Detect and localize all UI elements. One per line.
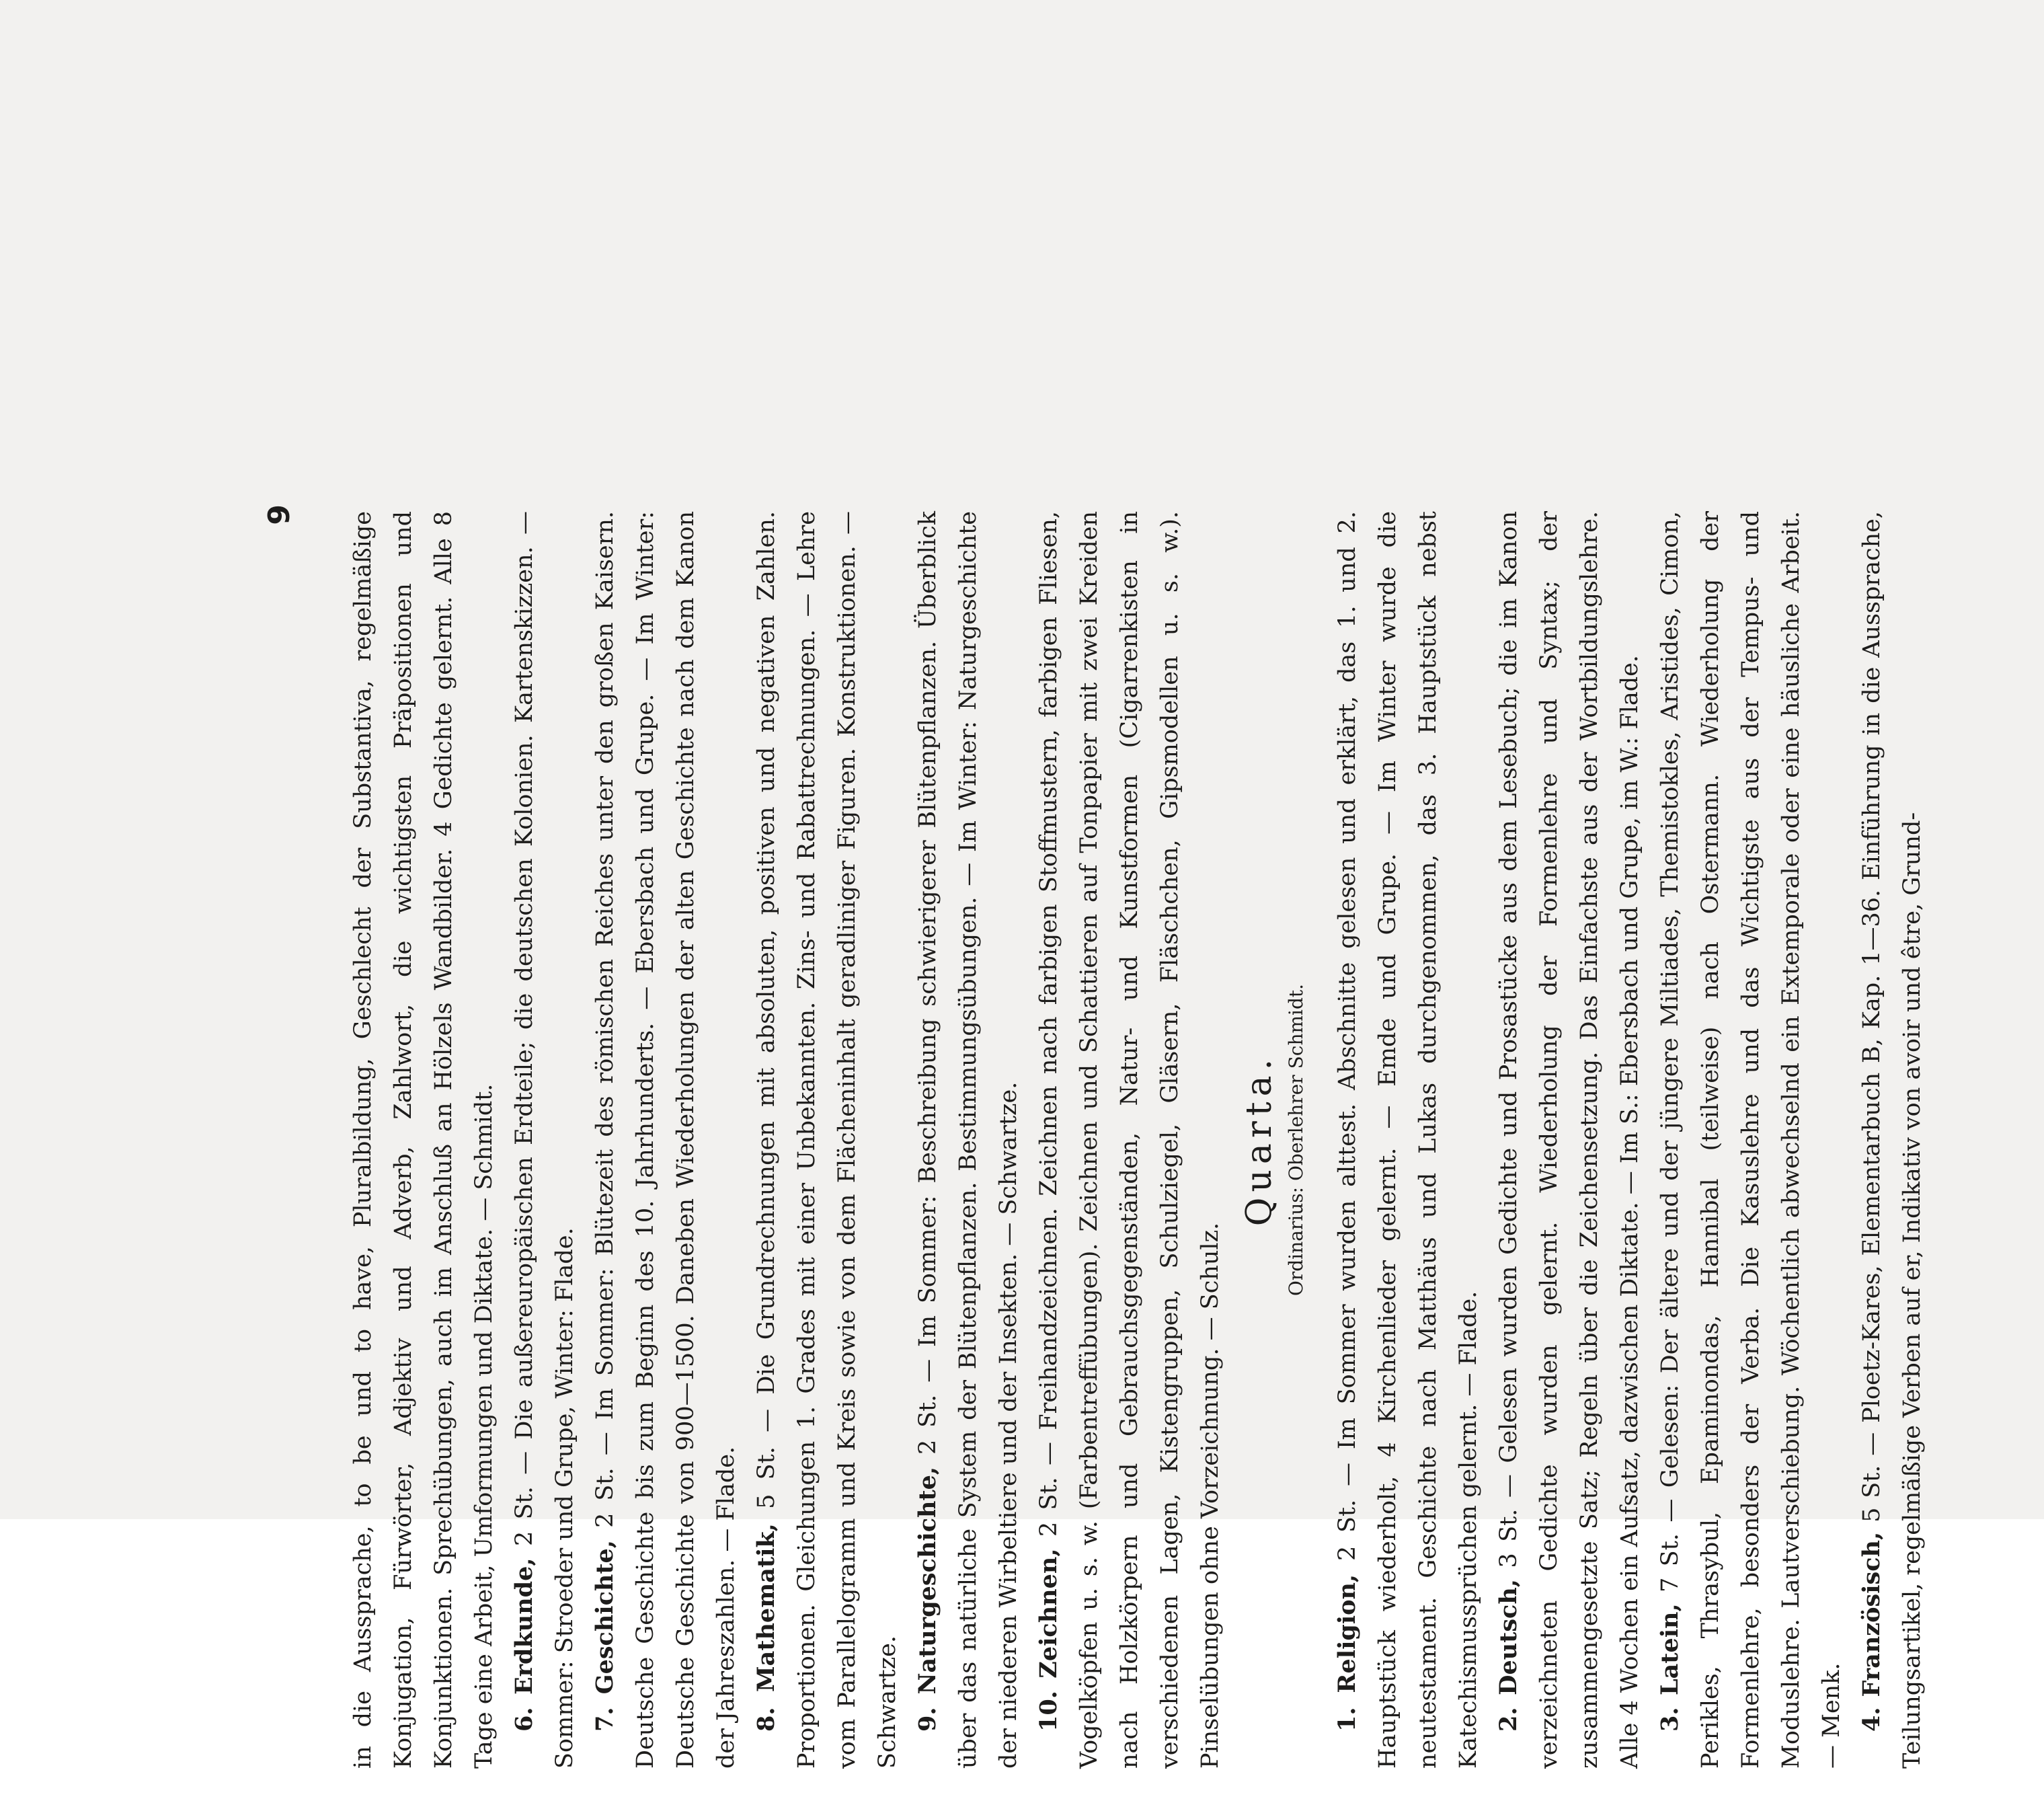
paragraph-text: 2 St. — Im Sommer: Beschreibung schwierigerer Blütenpflanzen. Überblick über das natürliche System der Blütenpflanzen. Bestimmungsübungen. — Im Winter: Naturgeschichte der niederen Wirbeltiere und der Insekten. — Schwartze. xyxy=(914,511,1022,1769)
paragraph-heading: 1. Religion, xyxy=(1333,1574,1361,1732)
paragraph-text: 7 St. — Gelesen: Der ältere und der jüngere Miltiades, Themistokles, Aristides, Cimon, Perikles, Thrasybul, Epaminondas, Hannibal (teilweise) nach Ostermann. Wiederholung der Formenlehre, besonders der Verba. Die Kasuslehre und das Wichtigste aus der Tempus- und Moduslehre. Lautverschiebung. Wöchentlich abwechselnd ein Extemporale oder eine häusliche Arbeit. — Menk. xyxy=(1657,510,1845,1769)
paragraph-p7 xyxy=(585,511,746,1769)
upper-paragraphs xyxy=(343,511,1230,1769)
section-title: Quarta. xyxy=(1239,1053,1280,1227)
paragraph-heading: 4. Französisch, xyxy=(1858,1531,1885,1732)
paragraph-text: 2 St. — Freihandzeichnen. Zeichnen nach farbigen Stoffmustern, farbigen Fliesen, Vogelköpfen u. s. w. (Farbentreffübungen). Zeichnen und Schattieren auf Tonpapier mit zwei Kreiden nach Holzkörpern und Gebrauchsgegenständen, Natur- und Kunstformen (Cigarrenkisten in verschiedenen Lagen, Kistengruppen, Schulziegel, Gläsern, Fläschchen, Gipsmodellen u. s. w.). Pinselübungen ohne Vorzeichnung. — Schulz. xyxy=(1035,511,1224,1769)
page-body xyxy=(343,511,1932,1769)
section-subtitle: Ordinarius: Oberlehrer Schmidt. xyxy=(1285,983,1307,1297)
paragraph-text: in die Aussprache, to be und to have, Pluralbildung, Geschlecht der Substantiva, regelmäßige Konjugation, Fürwörter, Adjektiv und Adverb, Zahlwort, die wichtigsten Präpositionen und Konjunktionen. Sprechübungen, auch im Anschluß an Hölzels Wandbilder. 4 Gedichte gelernt. Alle 8 Tage eine Arbeit, Umformungen und Diktate. — Schmidt. xyxy=(350,511,498,1769)
paragraph-p8 xyxy=(746,511,908,1769)
lower-paragraphs xyxy=(1327,511,1932,1769)
paragraph-heading: 6. Erdkunde, xyxy=(510,1557,538,1732)
paragraph-p1 xyxy=(343,511,504,1769)
paragraph-heading: 3. Latein, xyxy=(1656,1603,1684,1732)
paragraph-text: 2 St. — Im Sommer: Blütezeit des römischen Reiches unter den großen Kaisern. Deutsche Geschichte bis zum Beginn des 10. Jahrhunderts. — Ebersbach und Grupe. — Im Winter: Deutsche Geschichte von 900—1500. Daneben Wiederholungen der alten Geschichte nach dem Kanon der Jahreszahlen. — Flade. xyxy=(592,511,740,1769)
paragraph-text: 5 St. — Die Grundrechnungen mit absoluten, positiven und negativen Zahlen. Proportionen. Gleichungen 1. Grades mit einer Unbekannten. Zins- und Rabattrechnungen. — Lehre vom Parallelogramm und Kreis sowie von dem Flächeninhalt geradliniger Figuren. Konstruktionen. — Schwartze. xyxy=(753,511,901,1769)
paragraph-q4 xyxy=(1852,511,1932,1769)
paragraph-text: 2 St. — Die außereuropäischen Erdteile; die deutschen Kolonien. Kartenskizzen. — Sommer: Stroeder und Grupe, Winter: Flade. xyxy=(511,511,578,1769)
paragraph-q1 xyxy=(1327,511,1489,1769)
paragraph-text: 3 St. — Gelesen wurden Gedichte und Prosastücke aus dem Lesebuch; die im Kanon verzeichneten Gedichte wurden gelernt. Wiederholung der Formenlehre und Syntax; der zusammengesetzte Satz; Regeln über die Zeichensetzung. Das Einfachste aus der Wortbildungslehre. Alle 4 Wochen ein Aufsatz, dazwischen Diktate. — Im S.: Ebersbach und Grupe, im W.: Flade. xyxy=(1495,511,1643,1769)
rotated-page xyxy=(262,471,1970,1809)
paragraph-text: 2 St. — Im Sommer wurden alttest. Abschnitte gelesen und erklärt, das 1. und 2. Hauptstück wiederholt, 4 Kirchenlieder gelernt. — Emde und Grupe. — Im Winter wurde die neutestament. Geschichte nach Matthäus und Lukas durchgenommen, das 3. Hauptstück nebst Katechismussprüchen gelernt. — Flade. xyxy=(1334,511,1482,1769)
paragraph-q2 xyxy=(1489,511,1650,1769)
paragraph-p6 xyxy=(504,511,585,1769)
paragraph-heading: 8. Mathematik, xyxy=(752,1523,780,1732)
paragraph-p9 xyxy=(908,511,1029,1769)
page-number: 9 xyxy=(262,504,297,525)
paragraph-heading: 7. Geschichte, xyxy=(591,1540,619,1732)
paragraph-heading: 9. Naturgeschichte, xyxy=(914,1466,941,1732)
paragraph-p10 xyxy=(1029,511,1230,1769)
paragraph-heading: 10. Zeichnen, xyxy=(1035,1548,1062,1732)
paragraph-q3 xyxy=(1650,511,1852,1769)
paragraph-text: 5 St. — Ploetz-Kares, Elementarbuch B, Kap. 1—36. Einführung in die Aussprache, Teilungsartikel, regelmäßige Verben auf er, Indikativ von avoir und être, Grund- xyxy=(1858,510,1926,1769)
paragraph-heading: 2. Deutsch, xyxy=(1495,1579,1522,1732)
